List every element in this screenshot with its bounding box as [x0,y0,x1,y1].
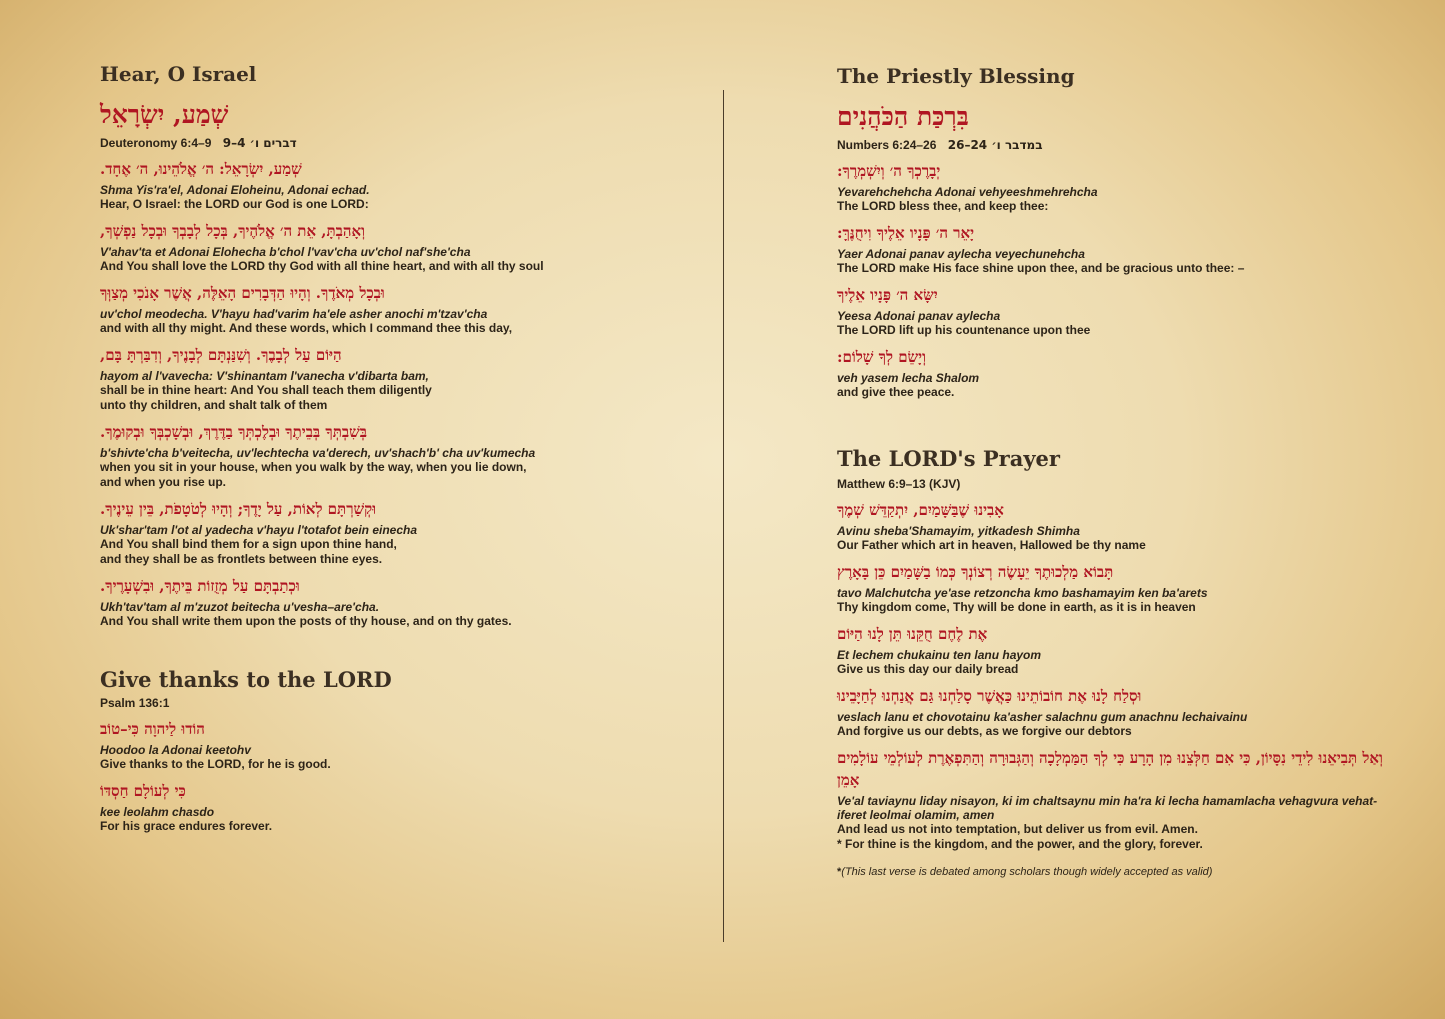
verse-transliteration: Hoodoo la Adonai keetohv [100,743,251,757]
blessing-verse [837,284,1397,338]
shema-verse [100,158,700,212]
verse-english: Hear, O Israel: the LORD our God is one LORD: [100,197,369,211]
verse-english: And forgive us our debts, as we forgive our debtors [837,724,1132,738]
note-star: * [837,866,842,878]
scholar-note [837,866,1397,878]
shema-reference-english: Deuteronomy 6:4–9 [100,136,212,150]
right-column [837,64,1397,878]
prayer-verse [837,561,1397,615]
verse-hebrew: כִּי לְעוֹלָם חַסְדּוֹ [100,782,186,800]
verse-hebrew: וּסְלַח לָנוּ אֶת חוֹבוֹתֵינוּ כַּאֲשֶׁר סָלַחְנוּ גַּם אֲנַחְנוּ לְחַיָּבֵינוּ [837,687,1142,705]
verse-transliteration: Uk'shar'tam l'ot al yadecha v'hayu l'totafot bein einecha [100,523,418,537]
thanks-section [100,667,700,834]
shema-reference [100,136,700,150]
shema-section [100,62,700,629]
verse-transliteration: veh yasem lecha Shalom [837,371,980,385]
verse-english: shall be in thine heart: And You shall teach them diligently unto thy children, and shalt talk of them [100,383,432,412]
shema-verse [100,421,700,490]
shema-reference-hebrew: דברים ו׳ 4–9 [222,136,297,150]
verse-hebrew: וּכְתַבְתָּם עַל מְזֻזוֹת בֵּיתֶךָ, וּבִשְׁעָרֶיךָ. [100,577,300,595]
verse-hebrew: אֶת לֶחֶם חֻקֵּנוּ תֵּן לָנוּ הַיּוֹם [837,625,988,643]
verse-hebrew: הַיּוֹם עַל לְבָבֶךָ. וְשִׁנַּנְתָּם לְבָנֶיךָ, וְדִבַּרְתָּ בָּם, [100,346,342,364]
verse-transliteration: Ukh'tav'tam al m'zuzot beitecha u'vesha–are'cha. [100,600,380,614]
blessing-section [837,64,1397,400]
verse-hebrew: יְבָרֶכְךָ ה׳ וְיִשְׁמְרֶךָ: [837,162,941,180]
verse-hebrew: תָּבוֹא מַלְכוּתֶךָ יֵעָשֶׂה רְצוֹנְךָ כְּמוֹ בַשָּׁמַיִם כֵּן בָּאָרֶץ [837,563,1114,581]
shema-verse [100,282,700,336]
verse-transliteration: tavo Malchutcha ye'ase retzoncha kmo bashamayim ken ba'arets [837,586,1208,600]
blessing-reference [837,138,1397,152]
blessing-hebrew-title: בִּרְכַּת הַכֹּהֲנִים [837,102,969,131]
verse-transliteration: hayom al l'vavecha: V'shinantam l'vanecha v'dibarta bam, [100,369,429,383]
verse-hebrew: אָבִינוּ שֶׁבַּשָּׁמַיִם, יִתְקַדֵּשׁ שְׁמֶךָ [837,501,1004,519]
verse-english: and give thee peace. [837,385,955,399]
verse-hebrew: וְיָשֵׂם לְךָ שָׁלוֹם: [837,348,926,366]
verse-transliteration: Et lechem chukainu ten lanu hayom [837,648,1042,662]
verse-english: The LORD lift up his countenance upon thee [837,323,1091,337]
prayer-verse [837,747,1397,852]
verse-transliteration: uv'chol meodecha. V'hayu had'varim ha'ele asher anochi m'tzav'cha [100,307,488,321]
verse-english: The LORD make His face shine upon thee, and be gracious unto thee: – [837,261,1245,275]
verse-english: and with all thy might. And these words, which I command thee this day, [100,321,513,335]
blessing-reference-hebrew: במדבר ו׳ 24–26 [947,138,1043,152]
verse-english: Give us this day our daily bread [837,662,1019,676]
shema-verse [100,575,700,629]
verse-english: Our Father which art in heaven, Hallowed be thy name [837,538,1146,552]
verse-hebrew: שְׁמַע, יִשְׂרָאֵל: ה׳ אֱלֹהֵינוּ, ה׳ אֶחָד. [100,160,302,178]
verse-hebrew: וּקְשַׁרְתָּם לְאוֹת, עַל יָדֶךָ; וְהָיוּ לְטֹטָפֹת, בֵּין עֵינֶיךָ. [100,500,377,518]
verse-hebrew: יִשָּׂא ה׳ פָּנָיו אֵלֶיךָ [837,286,938,304]
verse-english: And You shall bind them for a sign upon thine hand, and they shall be as frontlets between thine eyes. [100,537,397,566]
verse-hebrew: הוֹדוּ לַיהוָה כִּי–טוֹב [100,720,205,738]
thanks-reference: Psalm 136:1 [100,696,170,710]
prayer-reference: Matthew 6:9–13 (KJV) [837,477,961,491]
shema-verse [100,498,700,567]
shema-verse [100,344,700,413]
thanks-verse [100,718,700,772]
verse-english: The LORD bless thee, and keep thee: [837,199,1049,213]
verse-transliteration: Yeesa Adonai panav aylecha [837,309,1001,323]
shema-verse [100,220,700,274]
blessing-verse [837,346,1397,400]
blessing-reference-english: Numbers 6:24–26 [837,138,937,152]
blessing-title: The Priestly Blessing [837,64,1075,88]
left-column [100,62,700,842]
verse-transliteration: kee leolahm chasdo [100,805,215,819]
prayer-verse [837,499,1397,553]
verse-english: when you sit in your house, when you walk by the way, when you lie down, and when you rise up. [100,460,527,489]
verse-english: And lead us not into temptation, but deliver us from evil. Amen. * For thine is the kingdom, and the power, and the glory, forever. [837,822,1203,851]
thanks-title: Give thanks to the LORD [100,667,392,692]
center-divider [723,90,724,942]
verse-transliteration: Yevarehchehcha Adonai vehyeeshmehrehcha [837,185,1098,199]
thanks-verse [100,780,700,834]
shema-hebrew-title: שְׁמַע, יִשְׂרָאֵל [100,100,229,129]
verse-transliteration: Ve'al taviaynu liday nisayon, ki im chaltsaynu min ha'ra ki lecha hamamlacha vehagvura vehat-iferet leolmai olamim, amen [837,794,1378,822]
blessing-verse [837,160,1397,214]
verse-english: Give thanks to the LORD, for he is good. [100,757,331,771]
verse-hebrew: יָאֵר ה׳ פָּנָיו אֵלֶיךָ וִיחֻנֶּךָּ: [837,224,975,242]
blessing-verse [837,222,1397,276]
verse-transliteration: veslach lanu et chovotainu ka'asher salachnu gum anachnu lechaivainu [837,710,1248,724]
verse-english: For his grace endures forever. [100,819,273,833]
verse-transliteration: Avinu sheba'Shamayim, yitkadesh Shimha [837,524,1080,538]
verse-english: And You shall love the LORD thy God with all thine heart, and with all thy soul [100,259,544,273]
prayer-verse [837,685,1397,739]
prayer-section [837,446,1397,878]
verse-hebrew: וְאָהַבְתָּ, אֵת ה׳ אֱלֹהֶיךָ, בְּכָל לְבָבְךָ וּבְכָל נַפְשְׁךָ, [100,222,366,240]
verse-transliteration: b'shivte'cha b'veitecha, uv'lechtecha va'derech, uv'shach'b' cha uv'kumecha [100,446,536,460]
verse-english: And You shall write them upon the posts of thy house, and on thy gates. [100,614,512,628]
verse-english: Thy kingdom come, Thy will be done in earth, as it is in heaven [837,600,1196,614]
verse-transliteration: V'ahav'ta et Adonai Elohecha b'chol l'vav'cha uv'chol naf'she'cha [100,245,471,259]
verse-hebrew: וְאַל תְּבִיאֵנוּ לִידֵי נִסָּיוֹן, כִּי אִם חַלְּצֵנוּ מִן הָרָע כִּי לְךָ הַמַּמְלָכָה וְהַגְּבוּרָה וְהַתִּפְאֶרֶת לְעוֹלְמֵי עוֹלָמִים אָמֵן [837,749,1383,789]
note-text: (This last verse is debated among scholars though widely accepted as valid) [841,866,1213,878]
prayer-verse [837,623,1397,677]
prayer-title: The LORD's Prayer [837,446,1060,471]
verse-hebrew: וּבְכָל מְאֹדֶךָ. וְהָיוּ הַדְּבָרִים הָאֵלֶּה, אֲשֶׁר אָנֹכִי מְצַוְּךָ [100,284,385,302]
verse-hebrew: בְּשִׁבְתְּךָ בְּבֵיתֶךָ וּבְלֶכְתְּךָ בַדֶּרֶךְ, וּבְשָׁכְבְּךָ וּבְקוּמֶךָ. [100,423,367,441]
verse-transliteration: Yaer Adonai panav aylecha veyechunehcha [837,247,1085,261]
verse-transliteration: Shma Yis'ra'el, Adonai Eloheinu, Adonai echad. [100,183,370,197]
shema-title: Hear, O Israel [100,62,257,86]
